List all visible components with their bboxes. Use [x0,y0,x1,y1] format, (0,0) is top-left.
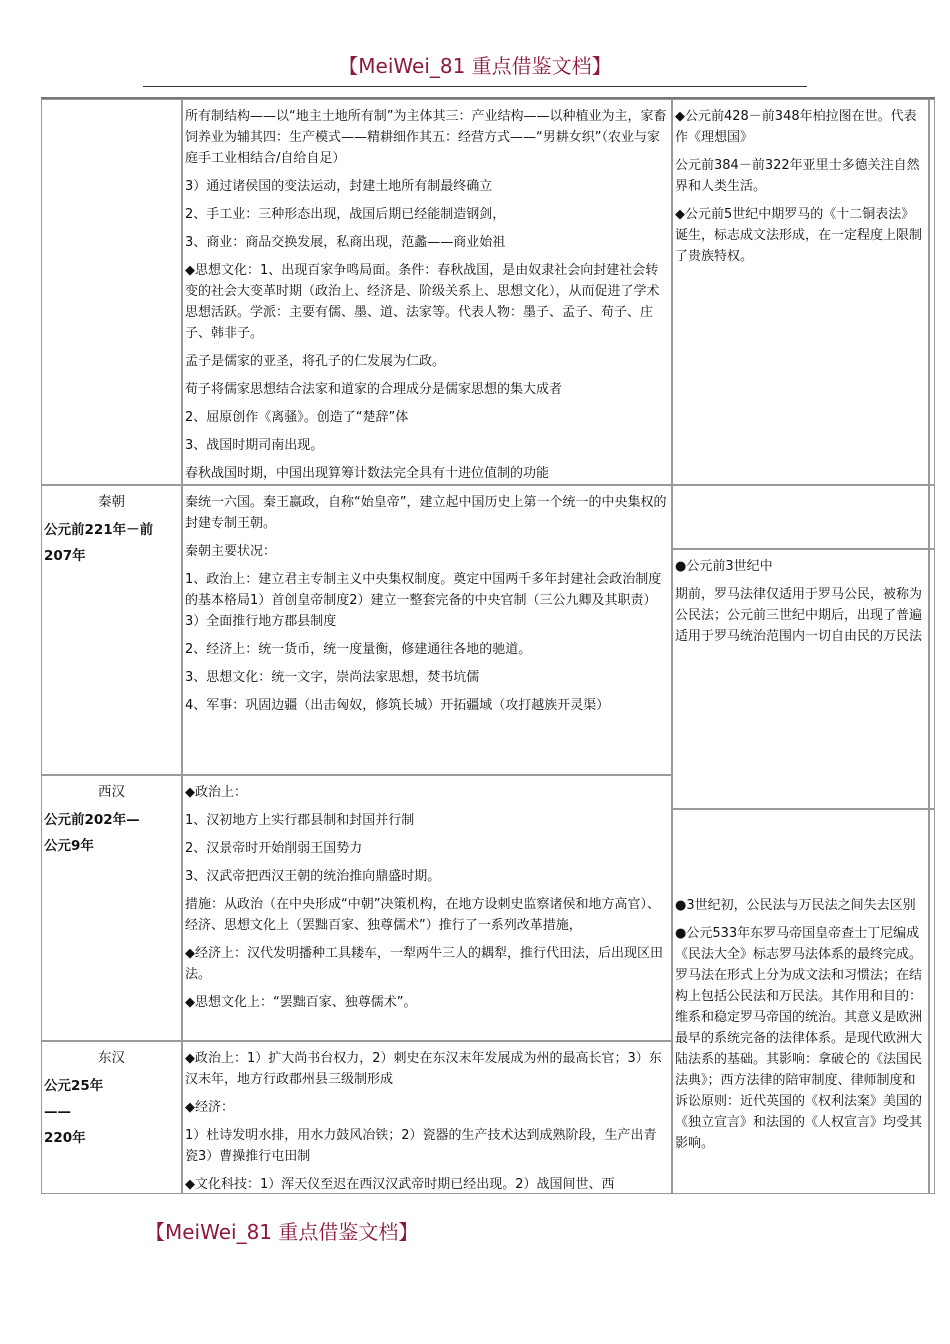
era-years: 公元25年 [44,1078,104,1094]
china-paragraph: 所有制结构——以“地主土地所有制”为主体其三：产业结构——以种植业为主，家畜饲养业为辅其四：生产模式——精耕细作其五：经营方式——“男耕女织”（农业与家庭手工业相结合/自给自足） [185,109,667,166]
era-years: —— [44,1104,71,1120]
china-paragraph: 1、汉初地方上实行郡县制和封国并行制 [185,813,415,828]
china-cell-xihan [182,775,672,1041]
china-paragraph: ◆思想文化上：“罢黜百家、独尊儒术”。 [185,995,417,1010]
china-paragraph: ◆思想文化：1、出现百家争鸣局面。条件：春秋战国，是由奴隶社会向封建社会转变的社会大变革时期（政治上、经济是、阶级关系上、思想文化），从而促进了学术思想活跃。学派：主要有儒、墨、道、法家等。代表人物：墨子、孟子、荀子、庄子、韩非子。 [185,263,660,341]
china-paragraph: 荀子将儒家思想结合法家和道家的合理成分是儒家思想的集大成者 [185,382,563,397]
china-paragraph: 秦统一六国。秦王嬴政，自称“始皇帝”，建立起中国历史上第一个统一的中央集权的封建专制王朝。 [185,495,667,531]
era-cell-zhanguo [41,99,182,485]
era-name: 东汉 [98,1050,125,1066]
page-footer: 【MeiWei_81 重点借鉴文档】 [145,1220,419,1244]
china-paragraph: ◆政治上：1）扩大尚书台权力，2）刺史在东汉末年发展成为州的最高长官；3）东汉末年，地方行政郡州县三级制形成 [185,1051,662,1087]
edge-cell [929,809,935,1194]
era-cell-donghan [41,1041,182,1194]
world-cell-rome-late [672,809,929,1194]
china-paragraph: 孟子是儒家的亚圣，将孔子的仁发展为仁政。 [185,354,446,369]
china-paragraph: ◆经济上：汉代发明播种工具耧车，一犁两牛三人的耦犁，推行代田法，后出现区田法。 [185,946,663,982]
edge-cell [929,485,935,549]
world-paragraph: ◆公元前428－前348年柏拉图在世。代表作《理想国》 [675,109,917,145]
china-paragraph: 2、经济上：统一货币，统一度量衡，修建通往各地的驰道。 [185,642,532,657]
china-paragraph: 措施：从政治（在中央形成“中朝”决策机构，在地方设刺史监察诸侯和地方高官）、经济、思想文化上（罢黜百家、独尊儒术”）推行了一系列改革措施， [185,897,660,933]
world-paragraph: 期前，罗马法律仅适用于罗马公民，被称为公民法；公元前三世纪中期后，出现了普遍适用于罗马统治范围内一切自由民的万民法 [675,587,923,644]
world-cell-qin [672,549,929,809]
era-name: 秦朝 [98,494,125,510]
china-paragraph: 1）杜诗发明水排，用水力鼓风冶铁；2）瓷器的生产技术达到成熟阶段，生产出青瓷3）曹操推行屯田制 [185,1128,657,1164]
china-paragraph: 1、政治上：建立君主专制主义中央集权制度。奠定中国两千多年封建社会政治制度的基本格局1）首创皇帝制度2）建立一整套完备的中央官制（三公九卿及其职责）3）全面推行地方郡县制度 [185,572,662,629]
world-paragraph: ●公元前3世纪中 [675,559,773,574]
era-years: 207年 [44,548,86,564]
china-paragraph: 2、屈原创作《离骚》。创造了“楚辞”体 [185,410,409,425]
era-cell-xihan [41,775,182,1041]
china-paragraph: 春秋战国时期，中国出现算筹计数法完全具有十进位值制的功能 [185,466,550,481]
china-paragraph: ◆文化科技：1）浑天仪至迟在西汉汉武帝时期已经出现。2）战国间世、西 [185,1177,615,1192]
china-cell-qin [182,485,672,775]
world-paragraph: ●3世纪初，公民法与万民法之间失去区别 [675,898,916,913]
edge-cell [929,99,935,485]
world-paragraph: ●公元533年东罗马帝国皇帝查士丁尼编成《民法大全》标志罗马法体系的最终完成。罗马法在形式上分为成文法和习惯法；在结构上包括公民法和万民法。其作用和目的：维系和稳定罗马帝国的统治。其意义是欧洲最早的系统完备的法律体系。是现代欧洲大陆法系的基础。其影响：拿破仑的《法国民法典》；西方法律的陪审制度、律师制度和诉讼原则：近代英国的《权利法案》美国的《独立宣言》和法国的《人权宣言》均受其影响。 [675,926,923,1151]
china-paragraph: 2、手工业：三种形态出现，战国后期已经能制造钢剑， [185,207,506,222]
china-paragraph: 3、商业：商品交换发展，私商出现，范蠡——商业始祖 [185,235,506,250]
china-paragraph: 3、战国时期司南出现。 [185,438,324,453]
china-paragraph: 秦朝主要状况： [185,544,277,559]
china-paragraph: 3、思想文化：统一文字，崇尚法家思想，焚书坑儒 [185,670,480,685]
era-name: 西汉 [98,784,125,800]
world-cell-zhanguo [672,99,929,485]
world-paragraph: 公元前384－前322年亚里士多德关注自然界和人类生活。 [675,158,920,194]
world-cell-empty [672,485,929,549]
china-cell-donghan [182,1041,672,1194]
era-years: 220年 [44,1130,86,1146]
china-paragraph: 3、汉武帝把西汉王朝的统治推向鼎盛时期。 [185,869,441,884]
era-years: 公元9年 [44,838,94,854]
china-paragraph: ◆政治上： [185,785,247,800]
page-header: 【MeiWei_81 重点借鉴文档】 [338,54,612,78]
china-paragraph: ◆经济： [185,1100,234,1115]
era-years: 公元前202年— [44,812,140,828]
header-rule [143,86,807,87]
china-paragraph: 2、汉景帝时开始削弱王国势力 [185,841,363,856]
edge-cell [929,549,935,809]
world-paragraph: ◆公元前5世纪中期罗马的《十二铜表法》诞生，标志成文法形成，在一定程度上限制了贵族特权。 [675,207,923,264]
era-years: 公元前221年－前 [44,522,154,538]
era-cell-qin [41,485,182,775]
china-cell-zhanguo [182,99,672,485]
china-paragraph: 3）通过诸侯国的变法运动，封建土地所有制最终确立 [185,179,493,194]
china-paragraph: 4、军事：巩固边疆（出击匈奴，修筑长城）开拓疆域（攻打越族开灵渠） [185,698,610,713]
